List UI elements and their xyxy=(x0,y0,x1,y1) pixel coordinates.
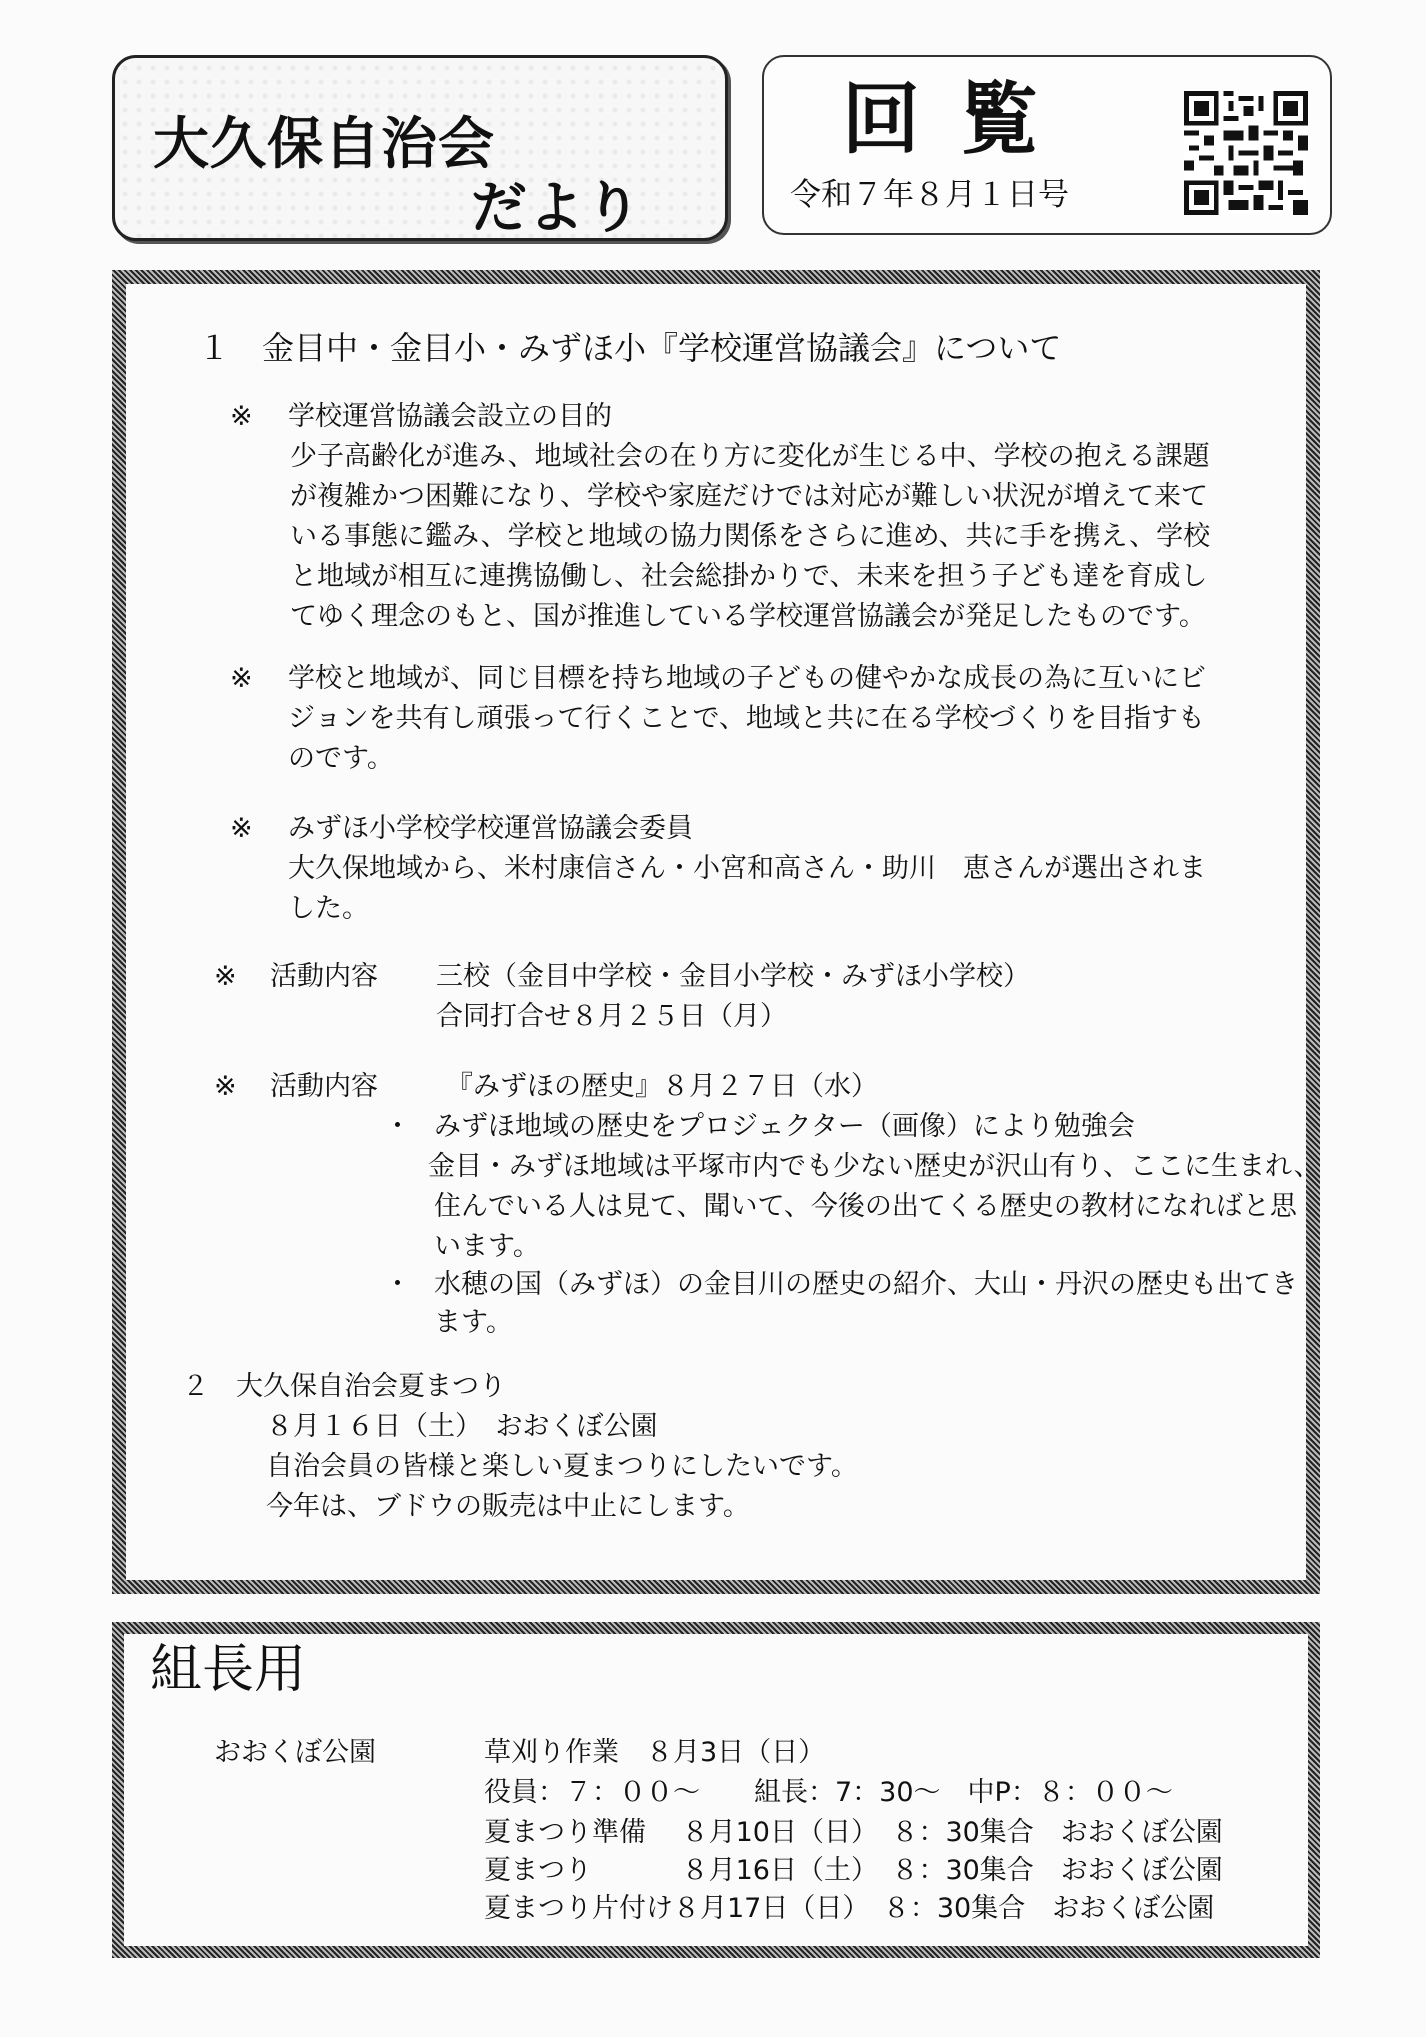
kumicho-row: 役員：７：００～ 組長：7：30～ 中P：８：００～ xyxy=(484,1777,1173,1808)
activity1-line: 合同打合せ８月２５日（月） xyxy=(436,1001,787,1032)
note2-line: のです。 xyxy=(288,743,394,774)
note-mark: ※ xyxy=(230,813,253,844)
kumicho-row: 夏まつり片付け８月17日（日） ８：30集合 おおくぼ公園 xyxy=(484,1893,1215,1924)
qr-code-icon[interactable] xyxy=(1184,91,1308,215)
activity2-bullet1-line: 住んでいる人は見て、聞いて、今後の出てくる歴史の教材になればと思 xyxy=(434,1191,1297,1222)
circulation-label: 回覧 xyxy=(842,75,1079,165)
kumicho-row: 夏まつり準備 ８月10日（日） ８：30集合 おおくぼ公園 xyxy=(484,1817,1223,1848)
note1-line: が複雑かつ困難になり、学校や家庭だけでは対応が難しい状況が増えて来て xyxy=(290,481,1208,512)
note-mark: ※ xyxy=(214,1071,237,1102)
section2-line: 自治会員の皆様と楽しい夏まつりにしたいです。 xyxy=(266,1451,858,1482)
section2-heading: ２ 大久保自治会夏まつり xyxy=(182,1371,506,1402)
kumicho-row: 草刈り作業 ８月3日（日） xyxy=(484,1737,826,1768)
activity2-bullet1-line: います。 xyxy=(434,1231,540,1262)
note-mark: ※ xyxy=(214,961,237,992)
note1-line: と地域が相互に連携協働し、社会総掛かりで、未来を担う子ども達を育成し xyxy=(290,561,1208,592)
note-mark: ※ xyxy=(230,663,253,694)
kumicho-row: 夏まつり ８月16日（土） ８：30集合 おおくぼ公園 xyxy=(484,1855,1223,1886)
activity1-label: 活動内容 xyxy=(270,961,378,992)
note1-line: てゆく理念のもと、国が推進している学校運営協議会が発足したものです。 xyxy=(290,601,1206,632)
note1-line: 少子高齢化が進み、地域社会の在り方に変化が生じる中、学校の抱える課題 xyxy=(290,441,1210,472)
activity2-bullet1-line: みずほ地域の歴史をプロジェクター（画像）により勉強会 xyxy=(434,1111,1135,1142)
section2-line: 今年は、ブドウの販売は中止にします。 xyxy=(266,1491,750,1522)
note1-line: いる事態に鑑み、学校と地域の協力関係をさらに進め、共に手を携え、学校 xyxy=(290,521,1211,552)
bullet-mark: ・ xyxy=(384,1269,411,1300)
newsletter-title-line1: 大久保自治会 xyxy=(153,112,495,177)
note1-title: 学校運営協議会設立の目的 xyxy=(288,401,612,432)
activity2-bullet2-line: ます。 xyxy=(434,1307,513,1338)
note3-title: みずほ小学校学校運営協議会委員 xyxy=(288,813,693,844)
newsletter-title-line2: だより xyxy=(471,176,642,241)
section1-heading: １ 金目中・金目小・みずほ小『学校運営協議会』について xyxy=(198,329,1062,367)
note2-line: 学校と地域が、同じ目標を持ち地域の子どもの健やかな成長の為に互いにビ xyxy=(288,663,1206,694)
section2-date-line: ８月１６日（土） おおくぼ公園 xyxy=(266,1411,658,1442)
activity1-line: 三校（金目中学校・金目小学校・みずほ小学校） xyxy=(436,961,1030,992)
kumicho-title: 組長用 xyxy=(150,1640,307,1700)
kumicho-place: おおくぼ公園 xyxy=(214,1737,376,1768)
note-mark: ※ xyxy=(230,401,253,432)
note2-line: ジョンを共有し頑張って行くことで、地域と共に在る学校づくりを目指すも xyxy=(288,703,1205,734)
activity2-bullet1-line: 金目・みずほ地域は平塚市内でも少ない歴史が沢山有り、ここに生まれ、 xyxy=(428,1151,1321,1182)
issue-date: 令和７年８月１日号 xyxy=(790,177,1069,213)
bullet-mark: ・ xyxy=(384,1111,411,1142)
newsletter-title-box xyxy=(112,55,728,241)
note3-line: 大久保地域から、米村康信さん・小宮和高さん・助川 恵さんが選出されま xyxy=(288,853,1206,884)
activity2-bullet2-line: 水穂の国（みずほ）の金目川の歴史の紹介、大山・丹沢の歴史も出てき xyxy=(434,1269,1298,1300)
circulation-box xyxy=(762,55,1332,235)
note3-line: した。 xyxy=(288,893,369,924)
activity2-label: 活動内容 xyxy=(270,1071,378,1102)
activity2-line: 『みずほの歴史』８月２７日（水） xyxy=(446,1071,878,1102)
